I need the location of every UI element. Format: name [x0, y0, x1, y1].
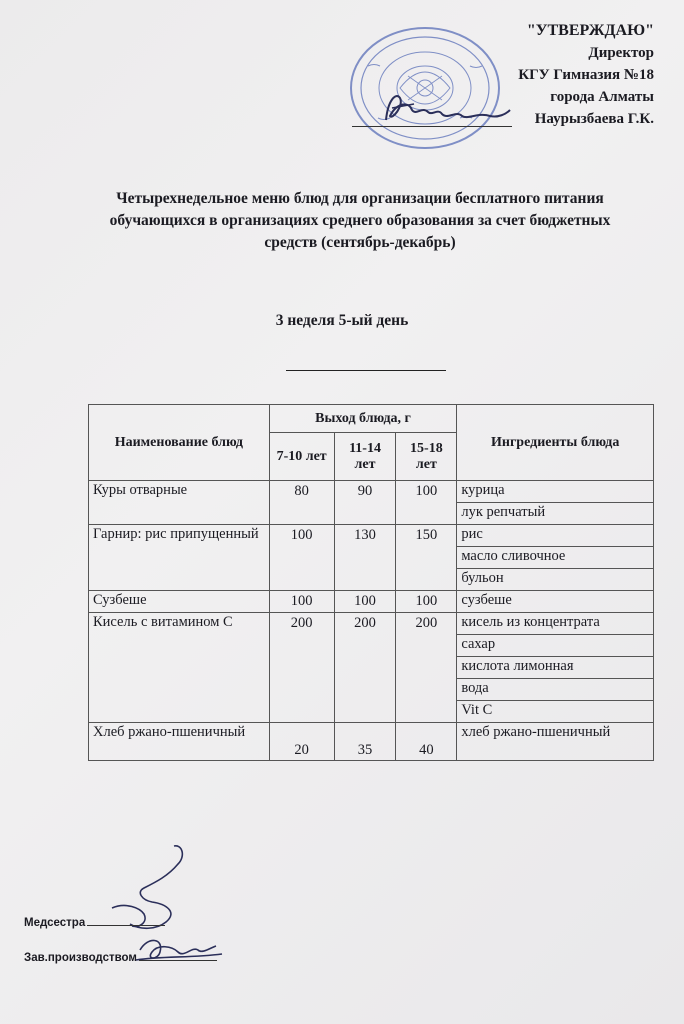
dish-cell: Хлеб ржано-пшеничный: [89, 723, 270, 761]
week-label: 3 неделя 5-ый день: [275, 312, 409, 329]
value-cell: 20: [269, 723, 334, 761]
header-ingredients: Ингредиенты блюда: [457, 405, 654, 481]
header-dish: Наименование блюд: [89, 405, 270, 481]
dish-cell: Кисель с витамином С: [89, 613, 270, 723]
approval-name: Наурызбаева Г.К.: [534, 111, 654, 127]
value-cell: 200: [334, 613, 396, 723]
ingredient-cell: кислота лимонная: [457, 657, 654, 679]
production-label: Зав.производством: [24, 952, 137, 964]
value-cell: 80: [269, 481, 334, 525]
value-cell: 90: [334, 481, 396, 525]
table-row: [89, 591, 654, 613]
ingredient-cell: курица: [457, 481, 654, 503]
approval-position: Директор: [588, 45, 654, 61]
ingredient-cell: кисель из концентрата: [457, 613, 654, 635]
ingredient-cell: масло сливочное: [457, 547, 654, 569]
value-cell: 35: [334, 723, 396, 761]
production-signature-line: [139, 960, 217, 961]
ingredient-cell: Vit C: [457, 701, 654, 723]
title-line-3: средств (сентябрь-декабрь): [264, 234, 456, 251]
menu-table: [88, 404, 654, 761]
value-cell: 150: [396, 525, 457, 591]
ingredient-cell: вода: [457, 679, 654, 701]
value-cell: 130: [334, 525, 396, 591]
ingredient-cell: лук репчатый: [457, 503, 654, 525]
value-cell: 100: [396, 481, 457, 525]
production-signature-row: [24, 952, 217, 964]
ingredient-cell: хлеб ржано-пшеничный: [457, 723, 654, 761]
header-age: 11-14 лет: [334, 433, 396, 481]
approval-heading: "УТВЕРЖДАЮ": [526, 22, 654, 39]
nurse-label: Медсестра: [24, 917, 86, 929]
ingredient-cell: бульон: [457, 569, 654, 591]
header-yield: Выход блюда, г: [269, 405, 457, 433]
title-line-2: обучающихся в организациях среднего образования за счет бюджетных: [109, 212, 611, 229]
approval-block: [518, 20, 654, 130]
header-age: 15-18 лет: [396, 433, 457, 481]
dish-cell: Гарнир: рис припущенный: [89, 525, 270, 591]
value-cell: 100: [334, 591, 396, 613]
value-cell: 100: [269, 591, 334, 613]
title-line-1: Четырехнедельное меню блюд для организации бесплатного питания: [116, 190, 604, 207]
ingredient-cell: сузбеше: [457, 591, 654, 613]
dish-cell: Куры отварные: [89, 481, 270, 525]
value-cell: 100: [396, 591, 457, 613]
value-cell: 200: [396, 613, 457, 723]
underline-blank: [286, 370, 446, 371]
approval-org: КГУ Гимназия №18: [518, 67, 654, 83]
table-row: [89, 525, 654, 547]
header-age: 7-10 лет: [269, 433, 334, 481]
approval-city: города Алматы: [550, 89, 654, 105]
document-title: [80, 188, 640, 254]
value-cell: 100: [269, 525, 334, 591]
ingredient-cell: рис: [457, 525, 654, 547]
table-row: [89, 723, 654, 761]
table-row: [89, 481, 654, 503]
dish-cell: Сузбеше: [89, 591, 270, 613]
table-row: [89, 613, 654, 635]
value-cell: 40: [396, 723, 457, 761]
value-cell: 200: [269, 613, 334, 723]
director-signature-line: [352, 126, 512, 127]
nurse-signature-line: [87, 925, 165, 926]
ingredient-cell: сахар: [457, 635, 654, 657]
nurse-signature-row: [24, 917, 165, 929]
